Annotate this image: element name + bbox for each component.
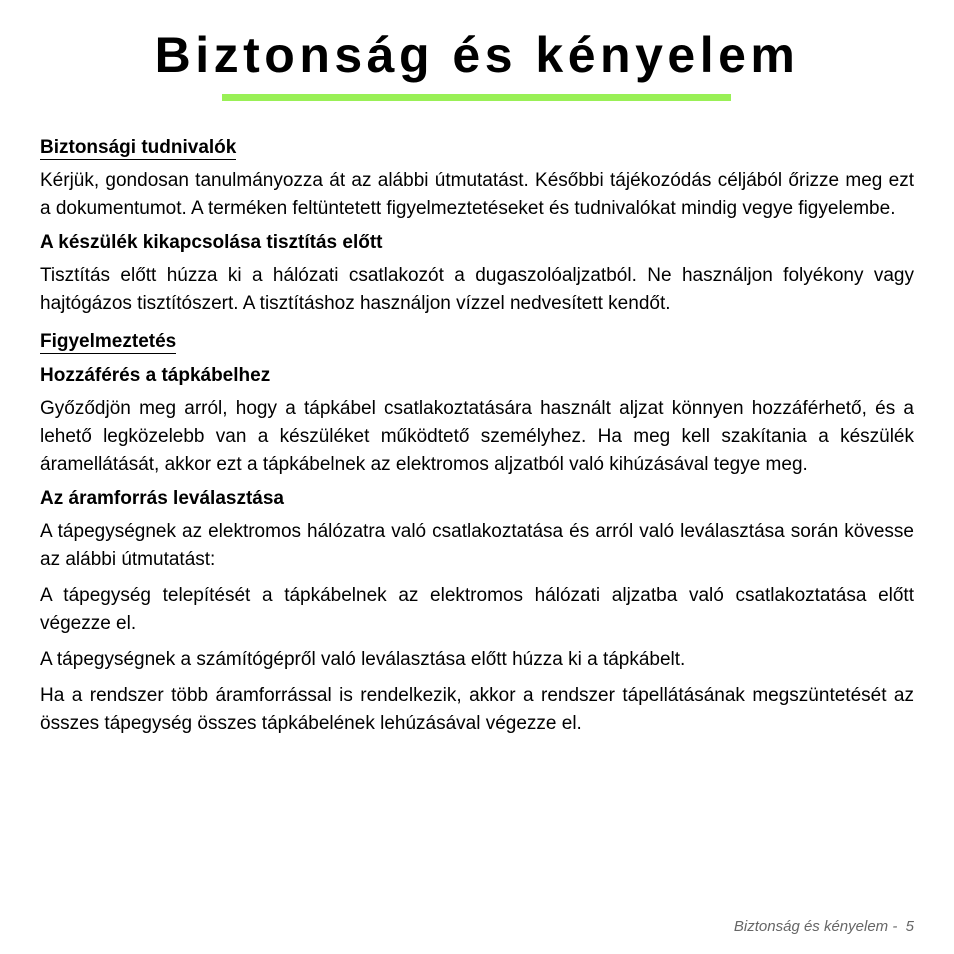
subheading-cleaning: A készülék kikapcsolása tisztítás előtt (40, 232, 383, 253)
paragraph-safety-info: Kérjük, gondosan tanulmányozza át az alábbi útmutatást. Későbbi tájékozódás céljából őrizze meg ezt a dokumentumot. A terméken feltüntetett figyelmeztetéseket és tudnivalókat mindig vegye figyelembe. (40, 170, 914, 219)
paragraph-disconnect-multiple: Ha a rendszer több áramforrással is rendelkezik, akkor a rendszer tápellátásának megszüntetését az összes tápegység összes tápkábelének lehúzásával végezze el. (40, 685, 914, 734)
subheading-power-cord-access: Hozzáférés a tápkábelhez (40, 365, 271, 386)
title-underline-bar (222, 94, 731, 101)
section-heading-warning-text: Figyelmeztetés (40, 331, 177, 352)
paragraph-disconnect-unplug: A tápegységnek a számítógépről való leválasztása előtt húzza ki a tápkábelt. (40, 649, 686, 670)
page-footer: Biztonság és kényelem - 5 (733, 918, 914, 935)
paragraph-cleaning: Tisztítás előtt húzza ki a hálózati csatlakozót a dugaszolóaljzatból. Ne használjon folyékony vagy hajtógázos tisztítószert. A tisztításhoz használjon vízzel nedvesített kendőt. (40, 265, 914, 314)
document-body (40, 136, 914, 746)
section-heading-warning (40, 330, 914, 354)
paragraph-disconnect-intro: A tápegységnek az elektromos hálózatra való csatlakoztatása és arról való leválasztása során kövesse az alábbi útmutatást: (40, 521, 914, 570)
paragraph-disconnect-install: A tápegység telepítését a tápkábelnek az elektromos hálózati aljzatba való csatlakoztatása előtt végezze el. (40, 585, 914, 634)
subheading-disconnect-power: Az áramforrás leválasztása (40, 488, 284, 509)
section-heading-safety-info (40, 136, 914, 160)
page-title: Biztonság és kényelem (154, 27, 800, 83)
paragraph-power-cord-access: Győződjön meg arról, hogy a tápkábel csatlakoztatására használt aljzat könnyen hozzáférhető, és a lehető legközelebb van a készüléket működtető személyhez. Ha meg kell szakítania a készülék áramellátását, akkor ezt a tápkábelnek az elektromos aljzatból való kihúzásával tegye meg. (40, 398, 914, 475)
section-heading-safety-info-text: Biztonsági tudnivalók (40, 137, 237, 158)
